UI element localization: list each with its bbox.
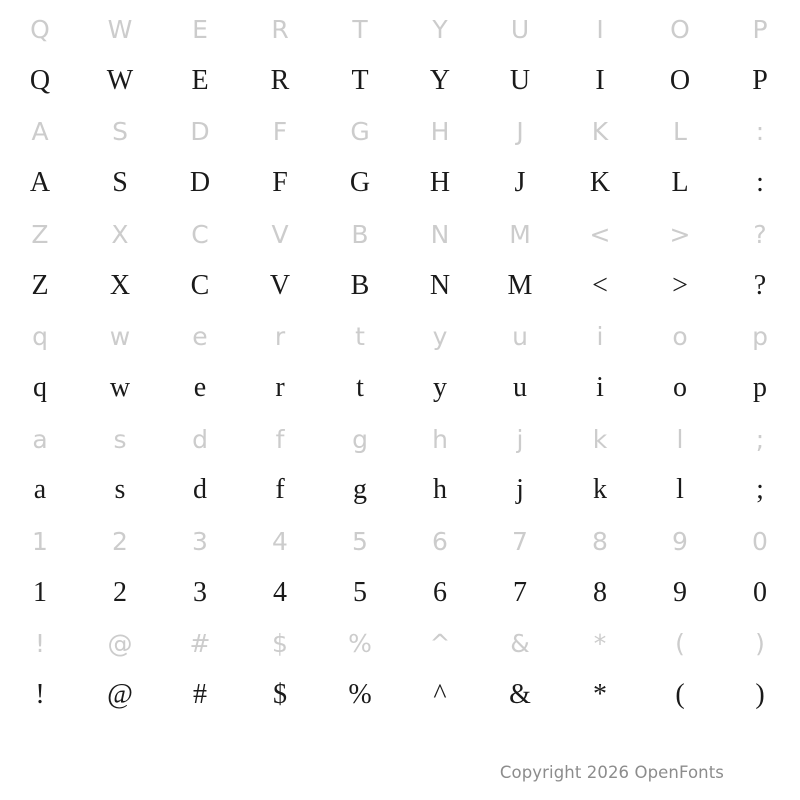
glyph-cell: a xyxy=(32,424,48,454)
glyph-cell: i xyxy=(596,322,604,352)
glyph-cell: r xyxy=(274,322,286,352)
glyph-cell: ^ xyxy=(429,629,451,659)
glyph-cell: s xyxy=(113,424,127,454)
glyph-cell: a xyxy=(33,474,47,506)
glyph-cell: Q xyxy=(30,15,50,45)
glyph-cell: u xyxy=(513,371,527,403)
glyph-cell: t xyxy=(355,322,365,352)
glyph-cell: Y xyxy=(432,15,448,45)
glyph-row xyxy=(0,567,800,618)
glyph-cell: ; xyxy=(755,424,765,454)
glyph-cell: C xyxy=(190,269,210,301)
glyph-cell: 8 xyxy=(593,576,607,608)
glyph-cell: : xyxy=(756,167,764,199)
glyph-cell: P xyxy=(752,64,768,96)
glyph-row xyxy=(0,55,800,106)
glyph-cell: G xyxy=(349,167,371,199)
glyph-cell: y xyxy=(433,371,447,403)
glyph-cell: o xyxy=(672,322,688,352)
glyph-row xyxy=(0,362,800,413)
glyph-cell: : xyxy=(755,117,765,147)
glyph-cell: i xyxy=(596,371,604,403)
glyph-cell: L xyxy=(671,167,689,199)
glyph-cell: ? xyxy=(753,219,767,249)
glyph-cell: w xyxy=(109,322,131,352)
glyph-cell: H xyxy=(429,167,451,199)
glyph-cell: > xyxy=(672,269,688,301)
glyph-cell: e xyxy=(193,371,207,403)
glyph-cell: U xyxy=(509,64,531,96)
glyph-row xyxy=(0,260,800,311)
glyph-cell: 1 xyxy=(33,576,47,608)
glyph-cell: Y xyxy=(429,64,451,96)
glyph-cell: G xyxy=(350,117,370,147)
glyph-cell: u xyxy=(512,322,528,352)
glyph-row xyxy=(0,465,800,516)
glyph-cell: M xyxy=(507,269,533,301)
glyph-cell: d xyxy=(193,474,207,506)
glyph-cell: X xyxy=(111,219,129,249)
glyph-cell: # xyxy=(193,679,207,711)
glyph-cell: > xyxy=(669,219,691,249)
glyph-row xyxy=(0,669,800,720)
glyph-cell: L xyxy=(673,117,687,147)
glyph-row xyxy=(0,4,800,55)
glyph-cell: k xyxy=(592,424,608,454)
glyph-cell: # xyxy=(189,629,211,659)
glyph-cell: 7 xyxy=(512,526,528,556)
glyph-cell: g xyxy=(352,424,368,454)
glyph-cell: h xyxy=(433,474,447,506)
glyph-cell: % xyxy=(348,679,372,711)
glyph-cell: ? xyxy=(753,269,767,301)
glyph-cell: h xyxy=(432,424,448,454)
glyph-cell: 0 xyxy=(752,526,768,556)
glyph-cell: t xyxy=(356,371,364,403)
glyph-cell: C xyxy=(191,219,209,249)
glyph-cell: K xyxy=(591,117,609,147)
glyph-cell: ) xyxy=(755,629,765,659)
glyph-cell: ^ xyxy=(433,679,447,711)
glyph-cell: ! xyxy=(34,629,46,659)
glyph-cell: M xyxy=(509,219,531,249)
glyph-cell: k xyxy=(593,474,607,506)
glyph-cell: 3 xyxy=(192,526,208,556)
glyph-cell: 2 xyxy=(112,526,128,556)
glyph-cell: @ xyxy=(107,629,133,659)
glyph-cell: B xyxy=(350,269,370,301)
glyph-cell: q xyxy=(32,322,48,352)
glyph-cell: f xyxy=(275,424,285,454)
glyph-cell: 3 xyxy=(193,576,207,608)
glyph-cell: E xyxy=(191,64,209,96)
glyph-cell: & xyxy=(509,679,531,711)
glyph-cell: ! xyxy=(35,679,45,711)
glyph-cell: I xyxy=(595,64,605,96)
glyph-cell: W xyxy=(106,64,134,96)
glyph-cell: J xyxy=(516,117,524,147)
glyph-cell: ) xyxy=(755,679,765,711)
glyph-row xyxy=(0,158,800,209)
glyph-cell: U xyxy=(510,15,530,45)
glyph-cell: < xyxy=(592,269,608,301)
glyph-cell: j xyxy=(516,474,524,506)
glyph-cell: f xyxy=(275,474,285,506)
glyph-cell: d xyxy=(192,424,208,454)
glyph-cell: S xyxy=(112,167,128,199)
glyph-cell: 7 xyxy=(513,576,527,608)
glyph-cell: * xyxy=(593,629,607,659)
glyph-cell: % xyxy=(348,629,372,659)
glyph-cell: 9 xyxy=(672,526,688,556)
glyph-cell: r xyxy=(275,371,285,403)
glyph-cell: H xyxy=(430,117,450,147)
glyph-row xyxy=(0,414,800,465)
glyph-cell: l xyxy=(676,474,684,506)
glyph-cell: 4 xyxy=(273,576,287,608)
glyph-cell: @ xyxy=(107,679,133,711)
glyph-cell: K xyxy=(589,167,611,199)
glyph-cell: 6 xyxy=(433,576,447,608)
glyph-cell: $ xyxy=(272,629,288,659)
glyph-cell: 6 xyxy=(432,526,448,556)
glyph-cell: T xyxy=(352,15,368,45)
glyph-cell: R xyxy=(270,64,290,96)
glyph-cell: W xyxy=(107,15,133,45)
glyph-cell: $ xyxy=(273,679,287,711)
copyright-notice: Copyright 2026 OpenFonts xyxy=(499,763,724,782)
glyph-cell: < xyxy=(589,219,611,249)
glyph-cell: 0 xyxy=(753,576,767,608)
glyph-cell: F xyxy=(272,167,288,199)
glyph-cell: 5 xyxy=(352,526,368,556)
glyph-cell: D xyxy=(189,167,211,199)
glyph-cell: D xyxy=(190,117,210,147)
glyph-row xyxy=(0,311,800,362)
glyph-cell: p xyxy=(753,371,767,403)
glyph-cell: S xyxy=(112,117,128,147)
glyph-cell: l xyxy=(676,424,684,454)
glyph-cell: Q xyxy=(29,64,51,96)
glyph-cell: V xyxy=(269,269,291,301)
glyph-cell: N xyxy=(429,269,451,301)
glyph-cell: ( xyxy=(675,629,685,659)
glyph-cell: 5 xyxy=(353,576,367,608)
glyph-row xyxy=(0,106,800,157)
glyph-cell: T xyxy=(351,64,369,96)
glyph-cell: g xyxy=(353,474,367,506)
glyph-cell: w xyxy=(109,371,131,403)
glyph-cell: 9 xyxy=(673,576,687,608)
glyph-cell: N xyxy=(430,219,450,249)
glyph-cell: J xyxy=(514,167,526,199)
glyph-cell: * xyxy=(593,679,607,711)
glyph-cell: Z xyxy=(31,219,49,249)
glyph-cell: V xyxy=(271,219,289,249)
glyph-cell: e xyxy=(192,322,208,352)
glyph-cell: B xyxy=(351,219,369,249)
glyph-row xyxy=(0,209,800,260)
glyph-cell: R xyxy=(271,15,289,45)
glyph-row xyxy=(0,516,800,567)
glyph-cell: X xyxy=(109,269,131,301)
glyph-cell: A xyxy=(29,167,51,199)
glyph-cell: ; xyxy=(756,474,764,506)
glyph-cell: & xyxy=(510,629,530,659)
glyph-cell: 2 xyxy=(113,576,127,608)
glyph-cell: 1 xyxy=(32,526,48,556)
glyph-cell: O xyxy=(669,64,691,96)
glyph-cell: p xyxy=(752,322,768,352)
glyph-cell: P xyxy=(752,15,768,45)
glyph-cell: I xyxy=(596,15,604,45)
glyph-cell: y xyxy=(432,322,448,352)
glyph-cell: o xyxy=(673,371,687,403)
glyph-cell: q xyxy=(33,371,47,403)
glyph-cell: F xyxy=(272,117,288,147)
glyph-cell: 8 xyxy=(592,526,608,556)
glyph-cell: O xyxy=(670,15,690,45)
glyph-cell: Z xyxy=(31,269,49,301)
glyph-cell: 4 xyxy=(272,526,288,556)
glyph-cell: s xyxy=(114,474,126,506)
glyph-cell: E xyxy=(192,15,208,45)
glyph-row xyxy=(0,618,800,669)
glyph-cell: ( xyxy=(675,679,685,711)
glyph-cell: j xyxy=(516,424,524,454)
glyph-cell: A xyxy=(31,117,49,147)
